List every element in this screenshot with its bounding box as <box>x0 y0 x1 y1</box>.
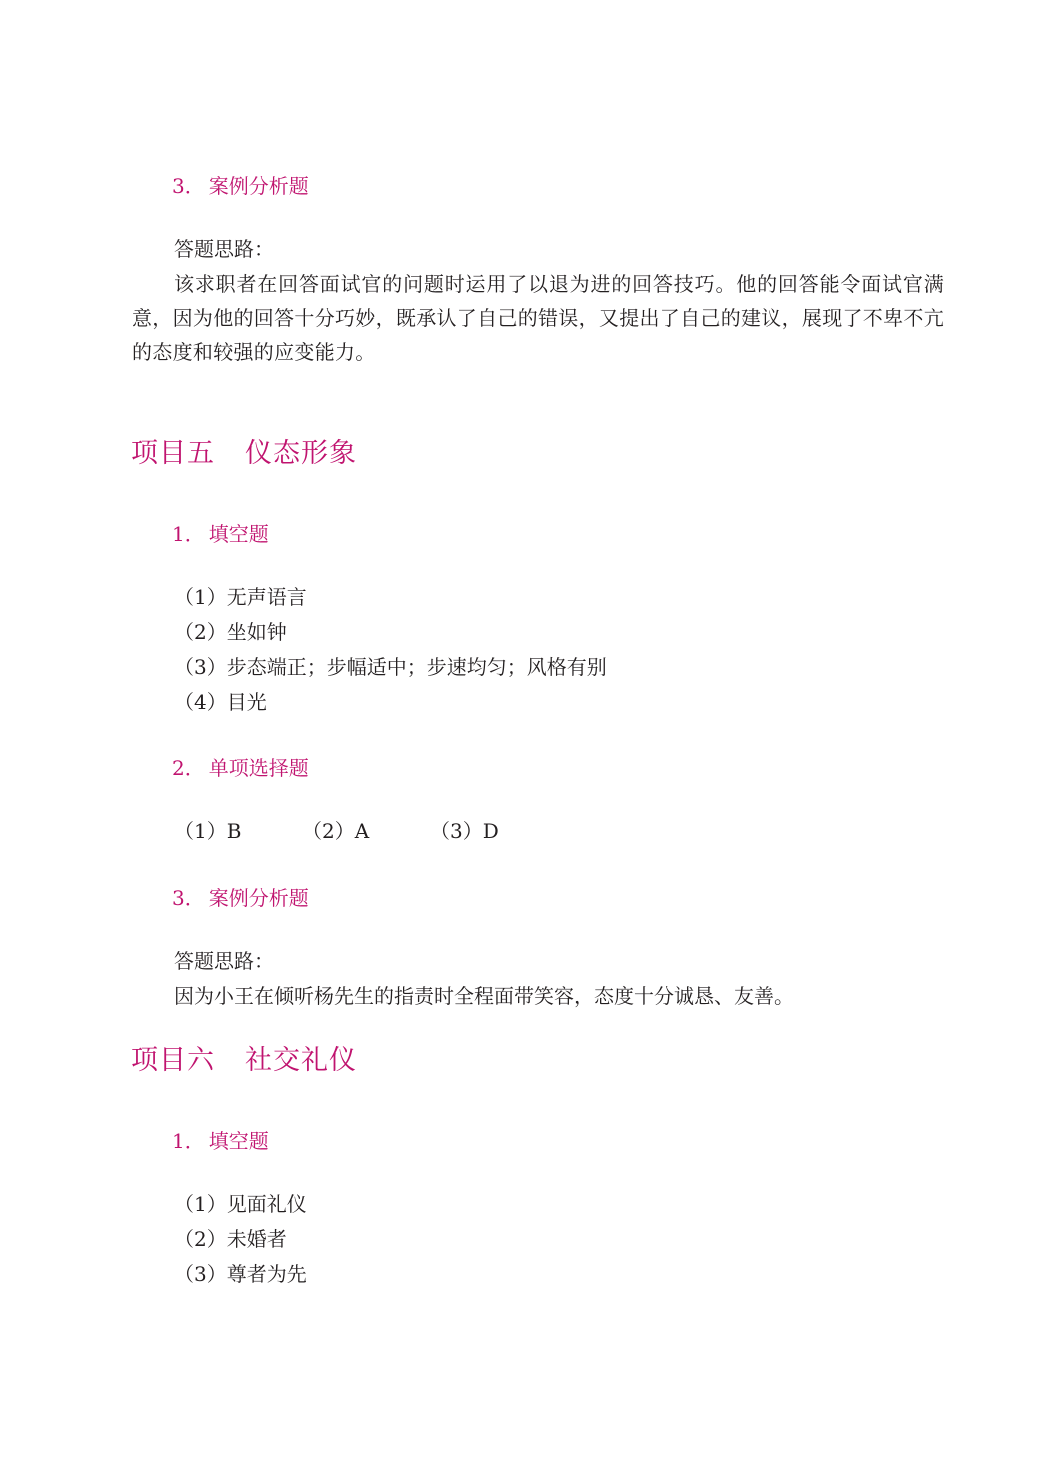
heading-text: 案例分析题 <box>208 886 309 910</box>
project-six-title <box>131 1043 357 1079</box>
choice-answer: （3）D <box>430 819 499 843</box>
answer-item: （2）未婚者 <box>174 1227 287 1251</box>
case-answer-text: 因为小王在倾听杨先生的指责时全程面带笑容，态度十分诚恳、友善。 <box>174 984 794 1008</box>
heading-number: 3． <box>172 886 205 910</box>
answer-item: （1）见面礼仪 <box>174 1192 307 1216</box>
heading-number: 2． <box>172 756 205 780</box>
project-six-name: 社交礼仪 <box>245 1045 357 1076</box>
case-answer-paragraph: 该求职者在回答面试官的问题时运用了以退为进的回答技巧。他的回答能令面试官满意，因为他的回答十分巧妙，既承认了自己的错误，又提出了自己的建议，展现了不卑不亢的态度和较强的应变能力。 <box>132 272 944 364</box>
answer-item: （2）坐如钟 <box>174 620 287 644</box>
heading-number: 3． <box>172 174 205 198</box>
project-five-title <box>131 436 357 472</box>
project-five-number: 项目五 <box>131 438 215 469</box>
choice-answer: （2）A <box>302 819 370 843</box>
project-five-name: 仪态形象 <box>245 438 357 469</box>
thought-label: 答题思路： <box>174 949 274 973</box>
thought-label: 答题思路： <box>174 237 274 261</box>
heading-text: 单项选择题 <box>208 756 309 780</box>
answer-item: （1）无声语言 <box>174 585 307 609</box>
heading-text: 案例分析题 <box>208 174 309 198</box>
answer-item: （4）目光 <box>174 690 267 714</box>
answer-item: （3）尊者为先 <box>174 1262 307 1286</box>
choice-answer: （1）B <box>174 819 242 843</box>
case-analysis-heading <box>172 884 309 912</box>
heading-text: 填空题 <box>208 1129 269 1153</box>
heading-number: 1． <box>172 522 205 546</box>
heading-text: 填空题 <box>208 522 269 546</box>
case-analysis-heading <box>172 172 309 200</box>
answer-item: （3）步态端正；步幅适中；步速均匀；风格有别 <box>174 655 607 679</box>
fill-blank-heading <box>172 1127 269 1155</box>
single-choice-heading <box>172 754 309 782</box>
project-six-number: 项目六 <box>131 1045 215 1076</box>
fill-blank-heading <box>172 520 269 548</box>
heading-number: 1． <box>172 1129 205 1153</box>
